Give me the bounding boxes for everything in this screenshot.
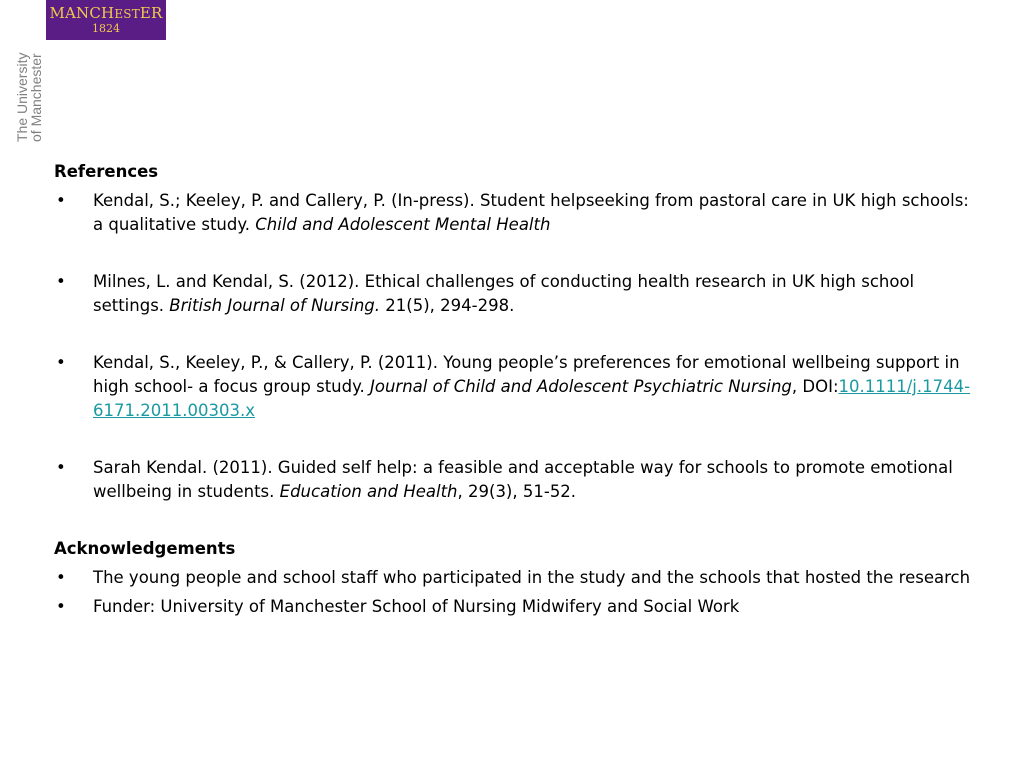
reference-item-2 — [54, 270, 974, 318]
slide-content — [54, 160, 974, 624]
acknowledgement-item-2 — [54, 595, 974, 619]
logo-word-suffix: ER — [139, 4, 163, 22]
acknowledgements-list — [54, 566, 974, 619]
reference-item-4 — [54, 456, 974, 504]
bullet: • — [56, 353, 66, 372]
university-name-line2: of Manchester — [28, 53, 44, 142]
references-heading: References — [54, 162, 159, 181]
logo-word-mid: EST — [114, 7, 140, 21]
logo-word-prefix: MANCH — [49, 4, 115, 22]
reference-text: Kendal, S., Keeley, P., & Callery, P. (2011). Young people’s preferences for emotional wellbeing support in high school- a focus group study. — [93, 353, 960, 396]
acknowledgement-text: The young people and school staff who participated in the study and the schools that hosted the research — [93, 568, 971, 587]
reference-after: , DOI: — [791, 377, 839, 396]
bullet: • — [56, 568, 66, 587]
reference-item-3 — [54, 351, 974, 423]
reference-after: , 29(3), 51-52. — [457, 482, 577, 501]
reference-after: 21(5), 294-298. — [380, 296, 515, 315]
reference-journal: Child and Adolescent Mental Health — [255, 215, 551, 234]
acknowledgement-item-1 — [54, 566, 974, 590]
reference-journal: Journal of Child and Adolescent Psychiatric Nursing — [370, 377, 792, 396]
bullet: • — [56, 191, 66, 210]
reference-journal: Education and Health — [279, 482, 458, 501]
reference-journal: British Journal of Nursing. — [169, 296, 381, 315]
acknowledgement-text: Funder: University of Manchester School of Nursing Midwifery and Social Work — [93, 597, 740, 616]
university-name-svg — [14, 44, 46, 144]
university-name-line1: The University — [14, 52, 30, 142]
reference-text: Kendal, S.; Keeley, P. and Callery, P. (In-press). Student helpseeking from pastoral care in UK high schools: a qualitative study. — [93, 191, 969, 234]
university-logo — [46, 0, 166, 40]
university-name-vertical — [14, 44, 46, 144]
doi-link[interactable]: 10.1111/j.1744-6171.2011.00303.x — [93, 377, 971, 420]
references-list — [54, 189, 974, 504]
logo-year: 1824 — [92, 22, 120, 35]
logo-wordmark — [49, 5, 162, 23]
reference-item-1 — [54, 189, 974, 237]
reference-text: Milnes, L. and Kendal, S. (2012). Ethical challenges of conducting health research in UK high school settings. — [93, 272, 915, 315]
bullet: • — [56, 458, 66, 477]
bullet: • — [56, 272, 66, 291]
acknowledgements-heading: Acknowledgements — [54, 539, 236, 558]
reference-text: Sarah Kendal. (2011). Guided self help: a feasible and acceptable way for schools to promote emotional wellbeing in students. — [93, 458, 953, 501]
bullet: • — [56, 597, 66, 616]
